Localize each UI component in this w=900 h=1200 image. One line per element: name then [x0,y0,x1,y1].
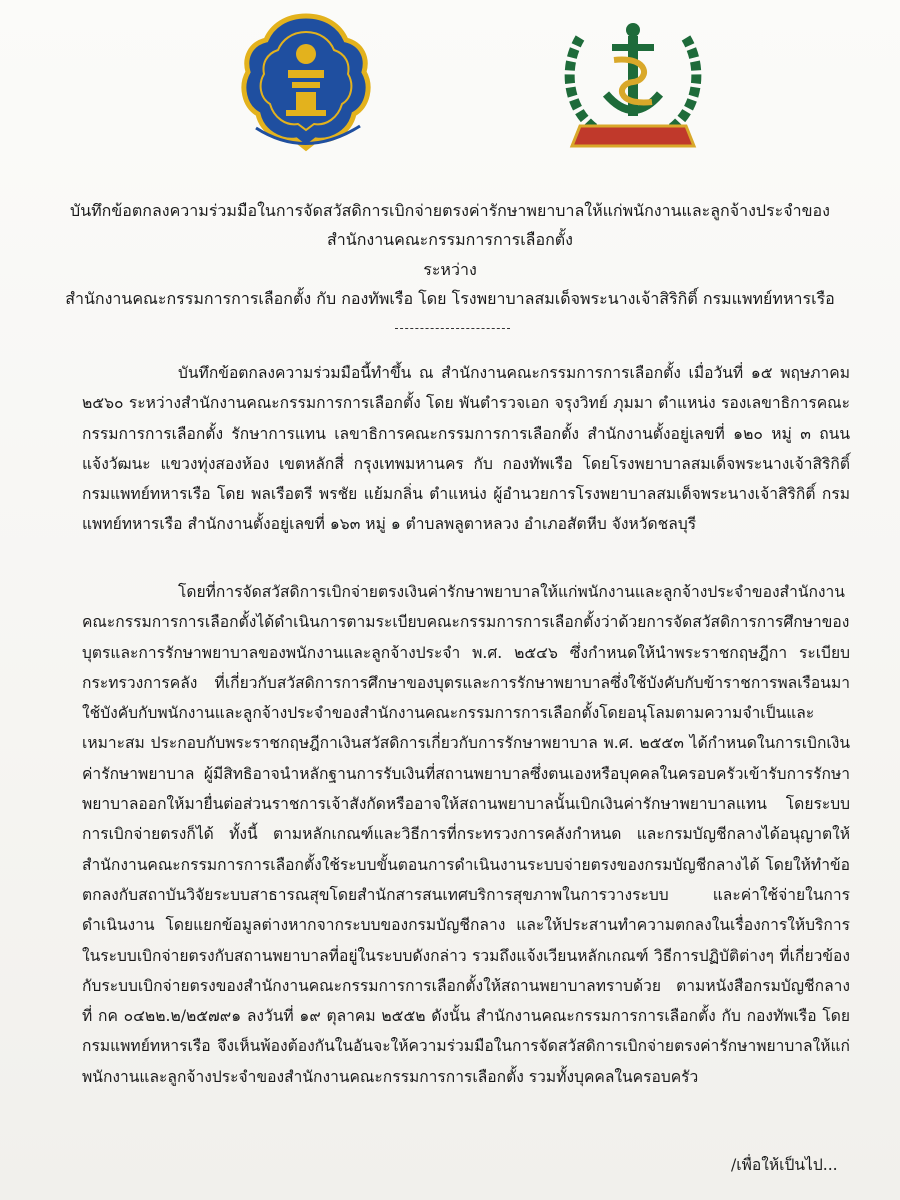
section-divider [395,328,510,329]
paragraph-2: โดยที่การจัดสวัสดิการเบิกจ่ายตรงเงินค่ารักษาพยาบาลให้แก่พนักงานและลูกจ้างประจำของสำนักงานคณะกรรมการการเลือกตั้งได้ดำเนินการตามระเบียบคณะกรรมการการเลือกตั้งว่าด้วยการจัดสวัสดิการการศึกษาของบุตรและการรักษาพยาบาลของพนักงานและลูกจ้างประจำ พ.ศ. ๒๕๔๖ ซึ่งกำหนดให้นำพระราชกฤษฎีกา ระเบียบกระทรวงการคลัง ที่เกี่ยวกับสวัสดิการการศึกษาของบุตรและการรักษาพยาบาลซึ่งใช้บังคับกับข้าราชการพลเรือนมาใช้บังคับกับพนักงานและลูกจ้างประจำของสำนักงานคณะกรรมการการเลือกตั้งโดยอนุโลมตามความจำเป็นและเหมาะสม ประกอบกับพระราชกฤษฎีกาเงินสวัสดิการเกี่ยวกับการรักษาพยาบาล พ.ศ. ๒๕๕๓ ได้กำหนดในการเบิกเงินค่ารักษาพยาบาล ผู้มีสิทธิอาจนำหลักฐานการรับเงินที่สถานพยาบาลซึ่งตนเองหรือบุคคลในครอบครัวเข้ารับการรักษาพยาบาลออกให้มายื่นต่อส่วนราชการเจ้าสังกัดหรืออาจให้สถานพยาบาลนั้นเบิกเงินค่ารักษาพยาบาลแทน โดยระบบการเบิกจ่ายตรงก็ได้ ทั้งนี้ ตามหลักเกณฑ์และวิธีการที่กระทรวงการคลังกำหนด และกรมบัญชีกลางได้อนุญาตให้สำนักงานคณะกรรมการการเลือกตั้งใช้ระบบขั้นตอนการดำเนินงานระบบจ่ายตรงของกรมบัญชีกลางได้ โดยให้ทำข้อตกลงกับสถาบันวิจัยระบบสาธารณสุขโดยสำนักสารสนเทศบริการสุขภาพในการวางระบบ และค่าใช้จ่ายในการดำเนินงาน โดยแยกข้อมูลต่างหากจากระบบของกรมบัญชีกลาง และให้ประสานทำความตกลงในเรื่องการให้บริการในระบบเบิกจ่ายตรงกับสถานพยาบาลที่อยู่ในระบบดังกล่าว รวมถึงแจ้งเวียนหลักเกณฑ์ วิธีการปฏิบัติต่างๆ ที่เกี่ยวข้องกับระบบเบิกจ่ายตรงของสำนักงานคณะกรรมการการเลือกตั้งให้สถานพยาบาลทราบด้วย ตามหนังสือกรมบัญชีกลาง ที่ กค ๐๔๒๒.๒/๒๕๗๙๑ ลงวันที่ ๑๙ ตุลาคม ๒๕๕๒ ดังนั้น สำนักงานคณะกรรมการการเลือกตั้ง กับ กองทัพเรือ โดยกรมแพทย์ทหารเรือ จึงเห็นพ้องต้องกันในอันจะให้ความร่วมมือในการจัดสวัสดิการเบิกจ่ายตรงค่ารักษาพยาบาลให้แก่พนักงานและลูกจ้างประจำของสำนักงานคณะกรรมการการเลือกตั้ง รวมทั้งบุคคลในครอบครัว [82,583,850,1086]
paragraph-1: บันทึกข้อตกลงความร่วมมือนี้ทำขึ้น ณ สำนักงานคณะกรรมการการเลือกตั้ง เมื่อวันที่ ๑๕ พฤษภาคม ๒๕๖๐ ระหว่างสำนักงานคณะกรรมการการเลือกตั้ง โดย พันตำรวจเอก จรุงวิทย์ ภุมมา ตำแหน่ง รองเลขาธิการคณะกรรมการการเลือกตั้ง รักษาการแทน เลขาธิการคณะกรรมการการเลือกตั้ง สำนักงานตั้งอยู่เลขที่ ๑๒๐ หมู่ ๓ ถนนแจ้งวัฒนะ แขวงทุ่งสองห้อง เขตหลักสี่ กรุงเทพมหานคร กับ กองทัพเรือ โดยโรงพยาบาลสมเด็จพระนางเจ้าสิริกิติ์ กรมแพทย์ทหารเรือ โดย พลเรือตรี พรชัย แย้มกลิ่น ตำแหน่ง ผู้อำนวยการโรงพยาบาลสมเด็จพระนางเจ้าสิริกิติ์ กรมแพทย์ทหารเรือ สำนักงานตั้งอยู่เลขที่ ๑๖๓ หมู่ ๑ ตำบลพลูตาหลวง อำเภอสัตหีบ จังหวัดชลบุรี [82,364,850,534]
document-title-line-1: บันทึกข้อตกลงความร่วมมือในการจัดสวัสดิการเบิกจ่ายตรงค่ารักษาพยาบาลให้แก่พนักงานและลูกจ้างประจำของ [70,201,830,220]
document-title-line-2: สำนักงานคณะกรรมการการเลือกตั้ง [327,230,573,249]
between-label: ระหว่าง [423,260,477,279]
naval-medical-department-logo [554,8,712,163]
election-commission-logo [236,10,376,160]
continuation-marker: /เพื่อให้เป็นไป... [731,1156,838,1174]
parties-line: สำนักงานคณะกรรมการการเลือกตั้ง กับ กองทัพเรือ โดย โรงพยาบาลสมเด็จพระนางเจ้าสิริกิติ์ กรมแพทย์ทหารเรือ [65,289,835,308]
